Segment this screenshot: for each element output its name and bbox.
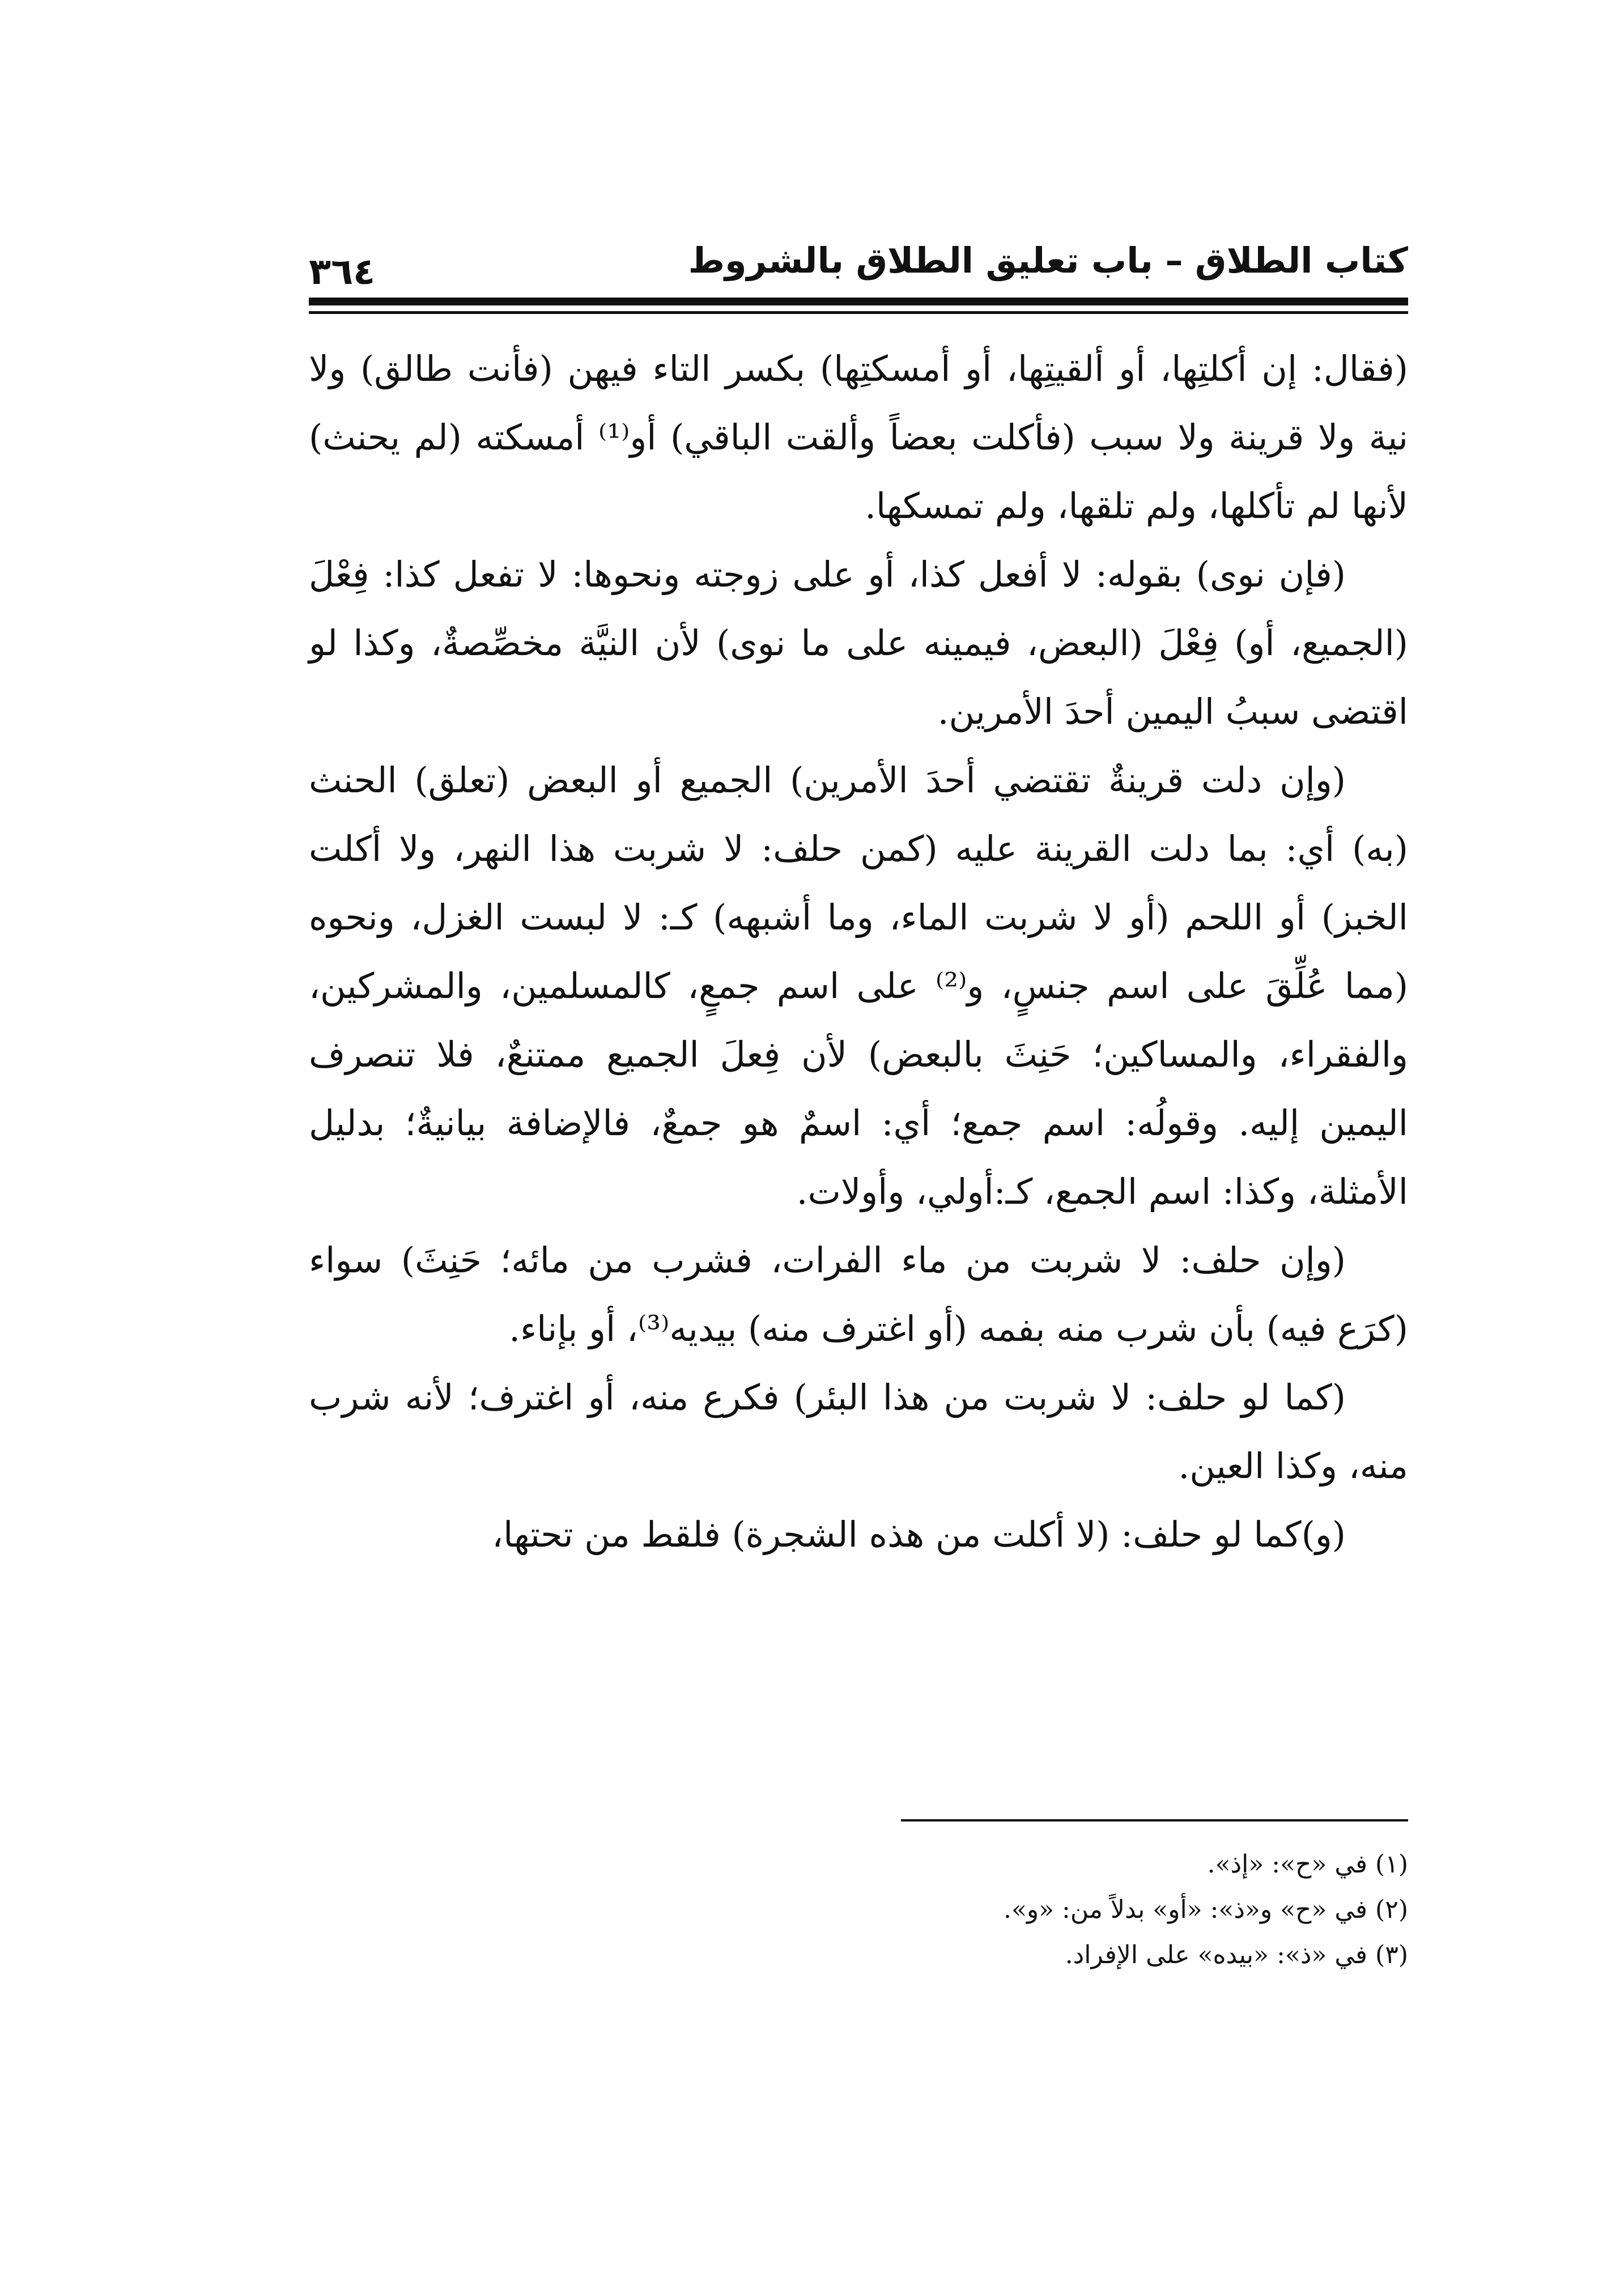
header-rule-thin [309, 311, 1408, 314]
footnote: (٢) في «ح» و«ذ»: «أو» بدلاً من: «و». [1003, 1895, 1408, 1924]
running-head: كتاب الطلاق – باب تعليق الطلاق بالشروط [688, 240, 1408, 281]
footnote: (١) في «ح»: «إذ». [1207, 1850, 1408, 1879]
page-header [309, 232, 1408, 295]
paragraph: (فقال: إن أكلتِها، أو ألقيتِها، أو أمسكتِها) بكسر التاء فيهن (فأنت طالق) ولا نية ولا قرينة ولا سبب (فأكلت بعضاً وألقت الباقي) أو⁽¹⁾ أمسكته (لم يحنث) لأنها لم تأكلها، ولم تلقها، ولم تمسكها. [309, 348, 1408, 526]
paragraph: (وإن حلف: لا شربت من ماء الفرات، فشرب من مائه؛ حَنِثَ) سواء (كرَع فيه) بأن شرب منه بفمه (أو اغترف منه) بيديه⁽³⁾، أو بإناء. [309, 1239, 1408, 1349]
paragraph: (فإن نوى) بقوله: لا أفعل كذا، أو على زوجته ونحوها: لا تفعل كذا: فِعْلَ (الجميع، أو) فِعْلَ (البعض، فيمينه على ما نوى) لأن النيَّة مخصِّصةٌ، وكذا لو اقتضى سببُ اليمين أحدَ الأمرين. [309, 554, 1408, 732]
header-rule-thick [309, 298, 1408, 305]
main-text [309, 334, 1408, 1569]
footnote-separator [901, 1819, 1408, 1821]
footnotes [309, 1842, 1408, 1978]
paragraph: (وإن دلت قرينةٌ تقتضي أحدَ الأمرين) الجميع أو البعض (تعلق) الحنث (به) أي: بما دلت القرينة عليه (كمن حلف: لا شربت هذا النهر، ولا أكلت الخبز) أو اللحم (أو لا شربت الماء، وما أشبهه) كـ: لا لبست الغزل، ونحوه (مما عُلِّقَ على اسم جنسٍ، و⁽²⁾ على اسم جمعٍ، كالمسلمين، والمشركين، والفقراء، والمساكين؛ حَنِثَ بالبعض) لأن فِعلَ الجميع ممتنعٌ، فلا تنصرف اليمين إليه. وقولُه: اسم جمع؛ أي: اسمٌ هو جمعٌ، فالإضافة بيانيةٌ؛ بدليل الأمثلة، وكذا: اسم الجمع، كـ:أولي، وأولات. [309, 759, 1409, 1212]
paragraph: (و)كما لو حلف: (لا أكلت من هذه الشجرة) فلقط من تحتها، [492, 1514, 1346, 1555]
page-number: ٣٦٤ [309, 251, 376, 293]
footnote: (٣) في «ذ»: «بيده» على الإفراد. [1065, 1940, 1408, 1969]
paragraph: (كما لو حلف: لا شربت من هذا البئر) فكرع منه، أو اغترف؛ لأنه شرب منه، وكذا العين. [309, 1377, 1408, 1487]
